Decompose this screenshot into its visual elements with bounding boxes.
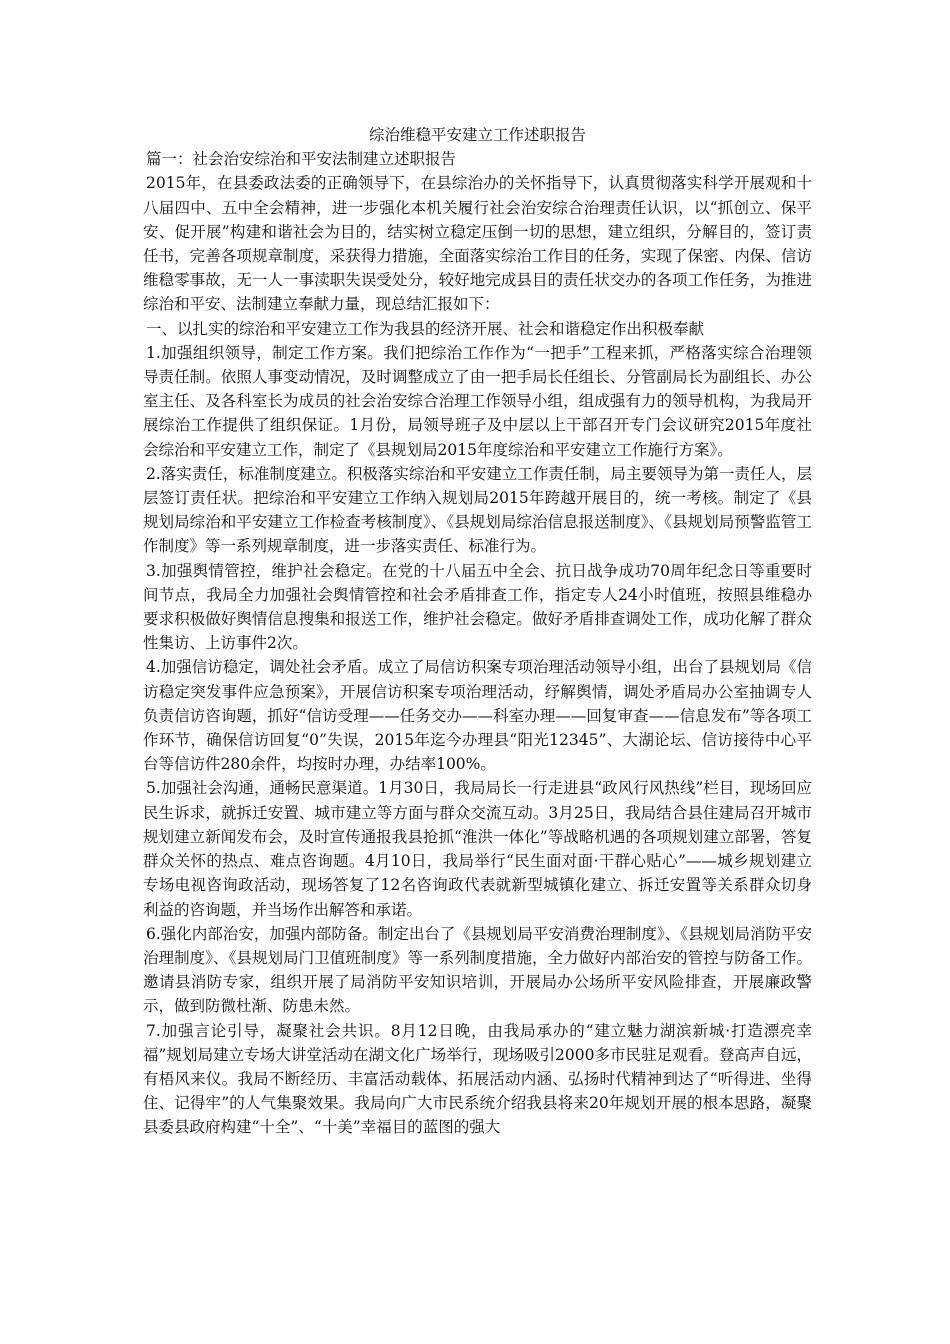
document-title: 综治维稳平安建立工作述职报告 — [368, 126, 586, 144]
paragraph-item-3: 3.加强舆情管控，维护社会稳定。在党的十八届五中全会、抗日战争成功70周年纪念日等重要时间节点，我局全力加强社会舆情管控和社会矛盾排查工作，指定专人24小时值班，按照县维稳办要求积极做好舆情信息搜集和报送工作，维护社会稳定。做好矛盾排查调处工作，成功化解了群众性集访、上访事件2次。 — [143, 561, 812, 653]
document-body — [143, 123, 812, 1140]
paragraph-item-1: 1.加强组织领导，制定工作方案。我们把综治工作作为“一把手”工程来抓，严格落实综合治理领导责任制。依照人事变动情况，及时调整成立了由一把手局长任组长、分管副局长为副组长、办公室主任、及各科室长为成员的社会治安综合治理工作领导小组，组成强有力的领导机构，为我局开展综治工作提供了组织保证。1月份，局领导班子及中层以上干部召开专门会议研究2015年度社会综治和平安建立工作，制定了《县规划局2015年度综治和平安建立工作施行方案》。 — [143, 343, 812, 459]
paragraph-item-6: 6.强化内部治安，加强内部防备。制定出台了《县规划局平安消费治理制度》、《县规划局消防平安治理制度》、《县规划局门卫值班制度》等一系列制度措施，全力做好内部治安的管控与防备工作。邀请县消防专家，组织开展了局消防平安知识培训，开展局办公场所平安风险排查，开展廉政警示，做到防微杜渐、防患未然。 — [143, 924, 812, 1016]
paragraph-item-4: 4.加强信访稳定，调处社会矛盾。成立了局信访积案专项治理活动领导小组，出台了县规划局《信访稳定突发事件应急预案》，开展信访积案专项治理活动，纾解舆情，调处矛盾局办公室抽调专人负责信访咨询题，抓好“信访受理——任务交办——科室办理——回复审查——信息发布”等各项工作环节，确保信访回复“0”失误，2015年迄今办理县“阳光12345”、大湖论坛、信访接待中心平台等信访件280余件，均按时办理，办结率100%。 — [143, 658, 812, 774]
document-subtitle: 篇一：社会治安综治和平安法制建立述职报告 — [146, 150, 457, 169]
paragraph-item-5: 5.加强社会沟通，通畅民意渠道。1月30日，我局局长一行走进县“政风行风热线”栏目，现场回应民生诉求，就拆迁安置、城市建立等方面与群众交流互动。3月25日，我局结合县住建局召开城市规划建立新闻发布会，及时宣传通报我县抢抓“淮洪一体化”等战略机遇的各项规划建立部署，答复群众关怀的热点、难点咨询题。4月10日，我局举行“民生面对面·干群心贴心”——城乡规划建立专场电视咨询政活动，现场答复了12名咨询政代表就新型城镇化建立、拆迁安置等关系群众切身利益的咨询题，并当场作出解答和承诺。 — [143, 779, 812, 919]
paragraph-intro: 2015年，在县委政法委的正确领导下，在县综治办的关怀指导下，认真贯彻落实科学开展观和十八届四中、五中全会精神，进一步强化本机关履行社会治安综合治理责任认识，以“抓创立、保平安、促开展”构建和谐社会为目的，结实树立稳定压倒一切的思想，建立组织，分解目的，签订责任书，完善各项规章制度，采获得力措施，全面落实综治工作目的任务，实现了保密、内保、信访维稳零事故，无一人一事渎职失误受处分，较好地完成县目的责任状交办的各项工作任务，为推进综治和平安、法制建立奉献力量，现总结汇报如下： — [143, 174, 812, 314]
section-heading-1: 一、以扎实的综治和平安建立工作为我县的经济开展、社会和谐稳定作出积极奉献 — [146, 319, 705, 338]
paragraph-item-7: 7.加强言论引导，凝聚社会共识。8月12日晚，由我局承办的“建立魅力湖滨新城·打造漂亮幸福”规划局建立专场大讲堂活动在湖文化广场举行，现场吸引2000多市民驻足观看。登高声自远，有梧风来仪。我局不断经历、丰富活动载体、拓展活动内涵、弘扬时代精神到达了“听得进、坐得住、记得牢”的人气集聚效果。我局向广大市民系统介绍我县将来20年规划开展的根本思路，凝聚县委县政府构建“十全”、“十美”幸福目的蓝图的强大 — [143, 1021, 812, 1137]
paragraph-item-2: 2.落实责任，标准制度建立。积极落实综治和平安建立工作责任制，局主要领导为第一责任人，层层签订责任状。把综治和平安建立工作纳入规划局2015年跨越开展目的，统一考核。制定了《县规划局综治和平安建立工作检查考核制度》、《县规划局综治信息报送制度》、《县规划局预警监管工作制度》等一系列规章制度，进一步落实责任、标准行为。 — [143, 464, 812, 556]
